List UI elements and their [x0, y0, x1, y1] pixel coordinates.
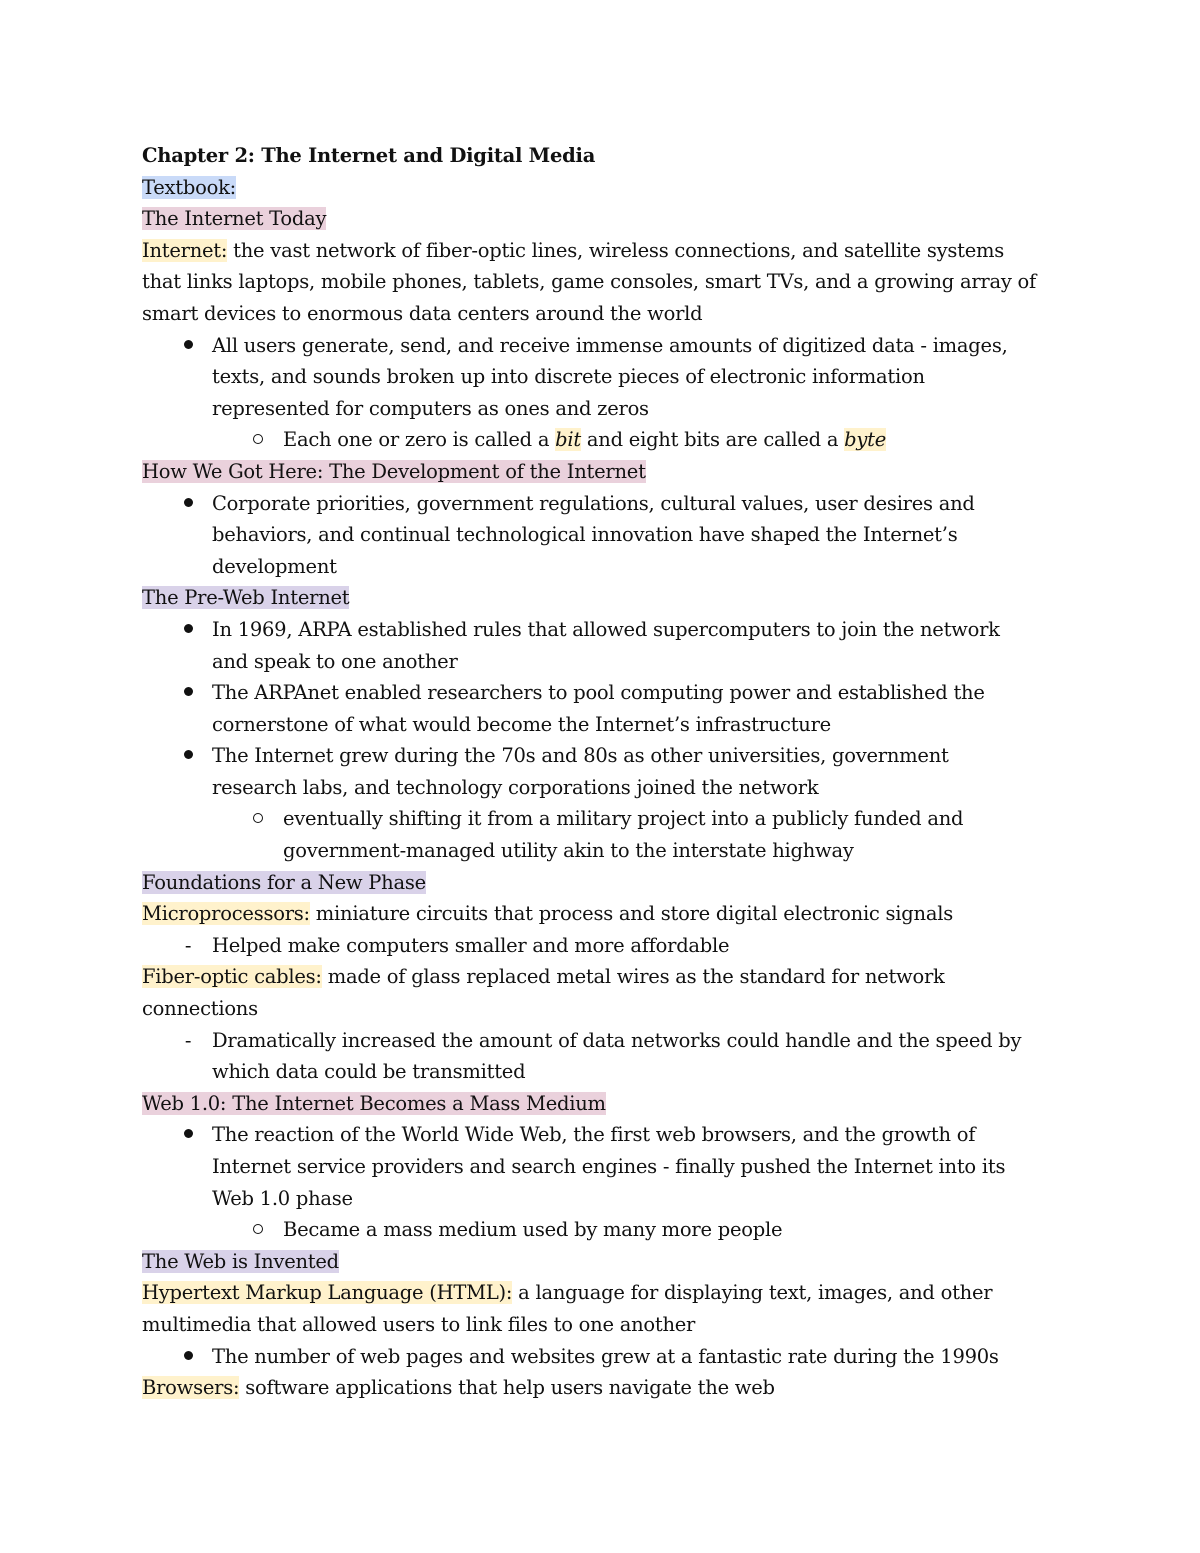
- sub-list-item: Became a mass medium used by many more people: [142, 1214, 1072, 1246]
- definition-browsers: Browsers: software applications that help users navigate the web: [142, 1376, 775, 1400]
- term-internet: Internet:: [142, 238, 228, 262]
- definition-microprocessors: Microprocessors: miniature circuits that process and store digital electronic signals: [142, 902, 953, 926]
- term-bit: bit: [555, 428, 581, 452]
- bullet-dot-icon: [178, 740, 198, 772]
- term-browsers: Browsers:: [142, 1376, 240, 1400]
- bullet-dot-icon: [178, 1341, 198, 1373]
- definition-internet: Internet: the vast network of fiber-optic lines, wireless connections, and satellite systems: [142, 238, 1004, 262]
- bullet-dot-icon: [178, 330, 198, 362]
- dash-list-item: - Helped make computers smaller and more affordable: [142, 930, 1072, 962]
- sub-list-item: Each one or zero is called a bit and eight bits are called a byte: [142, 424, 1072, 456]
- bullet-dot-icon: [178, 614, 198, 646]
- section-heading-web-1: Web 1.0: The Internet Becomes a Mass Medium: [142, 1091, 606, 1115]
- bullet-circle-icon: [248, 424, 268, 456]
- section-heading-pre-web: The Pre-Web Internet: [142, 586, 350, 610]
- term-microprocessors: Microprocessors:: [142, 902, 310, 926]
- bullet-dot-icon: [178, 1119, 198, 1151]
- list-item: All users generate, send, and receive immense amounts of digitized data - images, texts, and sounds broken up into discrete pieces of electronic information represented for computers as ones and zeros: [142, 330, 1072, 425]
- dash-marker: -: [184, 1028, 192, 1052]
- dash-list-item: - Dramatically increased the amount of data networks could handle and the speed by which data could be transmitted: [142, 1025, 1072, 1088]
- list-item: The ARPAnet enabled researchers to pool computing power and established the cornerstone of what would become the Internet’s infrastructure: [142, 677, 1072, 740]
- section-heading-internet-today: The Internet Today: [142, 207, 327, 231]
- definition-fiber-optic: Fiber-optic cables: made of glass replaced metal wires as the standard for network: [142, 965, 945, 989]
- bullet-dot-icon: [178, 677, 198, 709]
- term-fiber-optic: Fiber-optic cables:: [142, 965, 322, 989]
- dash-marker: -: [184, 933, 192, 957]
- section-heading-development: How We Got Here: The Development of the Internet: [142, 459, 646, 483]
- section-heading-foundations: Foundations for a New Phase: [142, 870, 426, 894]
- bullet-circle-icon: [248, 803, 268, 835]
- sub-list-item: eventually shifting it from a military project into a publicly funded and government-managed utility akin to the interstate highway: [142, 803, 1072, 866]
- list-item: In 1969, ARPA established rules that allowed supercomputers to join the network and speak to one another: [142, 614, 1072, 677]
- list-item: The number of web pages and websites grew at a fantastic rate during the 1990s: [142, 1341, 1072, 1373]
- definition-html: Hypertext Markup Language (HTML): a language for displaying text, images, and other: [142, 1281, 993, 1305]
- section-heading-web-invented: The Web is Invented: [142, 1249, 339, 1273]
- page-title: Chapter 2: The Internet and Digital Media: [142, 144, 596, 167]
- document-body: Chapter 2: The Internet and Digital Media Textbook: The Internet Today Internet: the vast network of fiber-optic lines, wireless connections, and satellite systems that links laptops, mobile phones, tablets, game consoles, smart TVs, and a growing array of smart devices to enormous data centers around the world All users generate, send, and receive immense amounts of digitized data - images, texts, and sounds broken up into discrete pieces of electronic information represented for computers as ones and zeros Each one or zero is called a bit and eight bits are called a byte How We Got Here: The Development of the Internet Corporate priorities, government regulations, cultural values, user desires and behaviors, and continual technological innovation have shaped the Internet’s development The Pre-Web Internet In 1969, ARPA established rules that allowed supercomputers to join the network and speak to one another The ARPAnet enabled researchers to pool computing power and established the cornerstone of what would become the Internet’s infrastructure The Internet grew during the 70s and 80s as other universities, government research labs, and technology corporations joined the network eventually shifting it from a military project into a publicly funded and government-managed utility akin to the interstate highway Foundations for a New Phase Microprocessors: miniature circuits that process and store digital electronic signals - Helped make computers smaller and more affordable Fiber-optic cables: made of glass replaced metal wires as the standard for network connections - Dramatically increased the amount of data networks could handle and the speed by which data could be transmitted Web 1.0: The Internet Becomes a Mass Medium The reaction of the World Wide Web, the first web browsers, and the growth of Internet service providers and search engines - finally pushed the Internet into its Web 1.0 phase Became a mass medium used by many more people The Web is Invented Hypertext Markup Language (HTML): a language for displaying text, images, and other multimedia that allowed users to link files to one another The number of web pages and websites grew at a fantastic rate during the 1990s Browsers: software applications that help users navigate the web: [142, 140, 1072, 1404]
- list-item: The reaction of the World Wide Web, the first web browsers, and the growth of Internet service providers and search engines - finally pushed the Internet into its Web 1.0 phase: [142, 1119, 1072, 1214]
- bullet-dot-icon: [178, 488, 198, 520]
- term-byte: byte: [844, 428, 887, 452]
- list-item: Corporate priorities, government regulations, cultural values, user desires and behaviors, and continual technological innovation have shaped the Internet’s development: [142, 488, 1072, 583]
- bullet-circle-icon: [248, 1214, 268, 1246]
- term-html: Hypertext Markup Language (HTML):: [142, 1281, 513, 1305]
- textbook-label: Textbook:: [142, 175, 236, 199]
- list-item: The Internet grew during the 70s and 80s as other universities, government research labs, and technology corporations joined the network: [142, 740, 1072, 803]
